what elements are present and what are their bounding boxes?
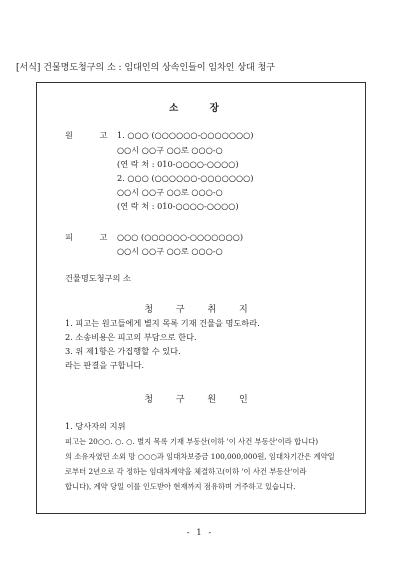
claim-cause-line-2: 의 소유자였던 소외 망 ○○○과 임대차보증금 100,000,000원, 임대차기간은 계약일 <box>65 452 335 461</box>
defendant-label: 피 고 <box>65 232 120 242</box>
defendant-line-2: ○○시 ○○구 ○○로 ○○○-○ <box>117 246 223 256</box>
claim-cause-line-1: 피고는 20○○. ○. ○. 별지 목록 기재 부동산(이하 '이 사건 부동산'이라 합니다) <box>65 437 319 446</box>
claim-purpose-item-1: 1. 피고는 원고들에게 별지 목록 기재 건물을 명도하라. <box>65 318 260 328</box>
plaintiff-line-1: 1. ○○○ (○○○○○○-○○○○○○○) <box>117 130 254 140</box>
case-name: 건물명도청구의 소 <box>65 273 131 283</box>
plaintiff-line-2: ○○시 ○○구 ○○로 ○○○-○ <box>117 145 223 155</box>
document-header: [서식] 건물명도청구의 소 : 임대인의 상속인들이 임차인 상대 청구 <box>16 63 275 73</box>
claim-cause-line-3: 로부터 2년으로 각 정하는 임대차계약을 체결하고(이하 '이 사건 부동산'이라 <box>65 467 307 476</box>
claim-cause-heading: 청 구 원 인 <box>144 395 258 405</box>
claim-cause-subheading: 1. 당사자의 지위 <box>65 421 126 431</box>
page-number: - 1 - <box>186 528 214 538</box>
claim-cause-line-4: 합니다), 계약 당일 이를 인도받아 현재까지 점유하며 거주하고 있습니다. <box>65 482 296 491</box>
complaint-frame <box>36 82 366 514</box>
claim-purpose-item-3: 3. 위 제1항은 가집행할 수 있다. <box>65 346 181 356</box>
claim-purpose-item-2: 2. 소송비용은 피고의 부담으로 한다. <box>65 332 197 342</box>
plaintiff-line-4: 2. ○○○ (○○○○○○-○○○○○○○) <box>117 173 254 183</box>
plaintiff-line-5: ○○시 ○○구 ○○로 ○○○-○ <box>117 187 223 197</box>
plaintiff-line-3: (연 락 처 : 010-○○○○-○○○○) <box>117 159 239 169</box>
plaintiff-line-6: (연 락 처 : 010-○○○○-○○○○) <box>117 201 239 211</box>
claim-purpose-heading: 청 구 취 지 <box>144 305 258 315</box>
plaintiff-label: 원 고 <box>65 130 120 140</box>
document-title: 소 장 <box>169 103 233 114</box>
claim-purpose-closing: 라는 판결을 구합니다. <box>65 360 144 370</box>
defendant-line-1: ○○○ (○○○○○○-○○○○○○○) <box>117 232 244 242</box>
